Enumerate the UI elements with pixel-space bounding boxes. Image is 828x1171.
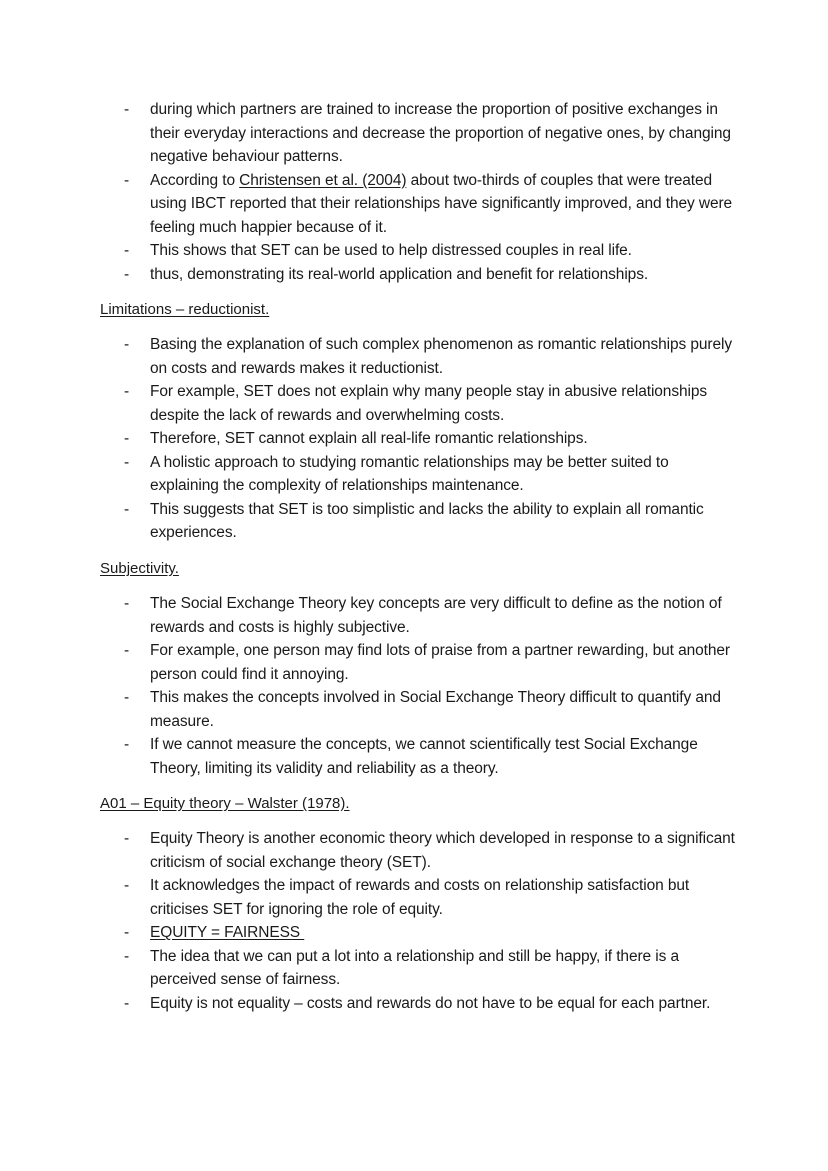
list-item [100,169,740,240]
dash-bullet-icon: - [124,689,130,706]
dash-bullet-icon: - [124,500,130,518]
section-reductionist [100,300,740,320]
intro-section [100,98,740,286]
section-heading: Limitations – reductionist. [100,301,270,318]
section-equity-theory-list [100,827,740,1015]
list-item [100,98,740,169]
list-item [100,498,740,545]
list-item [100,992,740,1016]
dash-bullet-icon: - [124,453,130,471]
list-item-text: A holistic approach to studying romantic relationships may be better suited to explaining the complexity of relationships maintenance. [150,453,669,494]
list-item-text: For example, SET does not explain why many people stay in abusive relationships despite the lack of rewards and overwhelming costs. [150,383,708,424]
list-item-text: The idea that we can put a lot into a relationship and still be happy, if there is a perceived sense of fairness. [150,947,679,988]
citation-link[interactable]: Christensen et al. (2004) [239,171,407,189]
section-heading: A01 – Equity theory – Walster (1978). [100,795,350,812]
list-item [100,427,740,451]
list-item [100,239,740,263]
list-item [100,733,740,780]
dash-bullet-icon: - [124,736,130,753]
list-item-text: Basing the explanation of such complex phenomenon as romantic relationships purely on costs and rewards makes it reductionist. [150,336,733,377]
list-item-text: This makes the concepts involved in Social Exchange Theory difficult to quantify and measure. [150,689,721,730]
dash-bullet-icon: - [124,947,130,965]
dash-bullet-icon: - [124,994,130,1012]
list-item [100,686,740,733]
list-item-text: If we cannot measure the concepts, we cannot scientifically test Social Exchange Theory, limiting its validity and reliability as a theory. [150,736,698,777]
list-item-text: Equity Theory is another economic theory which developed in response to a significant criticism of social exchange theory (SET). [150,830,735,871]
list-item-prefix: According to [150,171,240,189]
list-item [100,921,740,945]
section-heading: Subjectivity. [100,560,179,577]
dash-bullet-icon: - [124,265,130,283]
bullet-list [100,592,740,780]
list-item [100,874,740,921]
dash-bullet-icon: - [124,830,130,847]
list-item-text: This suggests that SET is too simplistic and lacks the ability to explain all romantic experiences. [150,500,704,541]
section-subjectivity [100,559,740,579]
bullet-list [100,333,740,545]
dash-bullet-icon: - [124,336,130,353]
list-item-text: during which partners are trained to increase the proportion of positive exchanges in their everyday interactions and decrease the proportion of negative ones, by changing negative behaviour patterns. [150,101,731,165]
dash-bullet-icon: - [124,877,130,894]
dash-bullet-icon: - [124,924,130,941]
dash-bullet-icon: - [124,171,130,189]
dash-bullet-icon: - [124,242,130,259]
dash-bullet-icon: - [124,595,130,612]
intro-bullet-list [100,98,740,286]
section-reductionist-list [100,333,740,545]
list-item [100,451,740,498]
bullet-list [100,827,740,1015]
equity-fairness-text: EQUITY = FAIRNESS [150,924,305,941]
list-item-suffix: about two-thirds of couples that were treated using IBCT reported that their relationships have significantly improved, and they were feeling much happier because of it. [150,171,733,236]
list-item-text: For example, one person may find lots of praise from a partner rewarding, but another person could find it annoying. [150,642,730,683]
list-item-text: This shows that SET can be used to help distressed couples in real life. [150,242,632,259]
list-item [100,827,740,874]
section-equity-theory [100,794,740,814]
list-item [100,639,740,686]
dash-bullet-icon: - [124,383,130,400]
list-item [100,592,740,639]
list-item-text: Therefore, SET cannot explain all real-life romantic relationships. [150,430,588,447]
list-item [100,263,740,287]
list-item [100,380,740,427]
list-item-text: thus, demonstrating its real-world application and benefit for relationships. [150,265,649,283]
dash-bullet-icon: - [124,430,130,447]
list-item-text: Equity is not equality – costs and rewards do not have to be equal for each partner. [150,994,711,1012]
list-item-text: The Social Exchange Theory key concepts are very difficult to define as the notion of rewards and costs is highly subjective. [150,595,722,636]
dash-bullet-icon: - [124,642,130,659]
list-item [100,945,740,992]
dash-bullet-icon: - [124,101,130,118]
list-item [100,333,740,380]
section-subjectivity-list [100,592,740,780]
list-item-text: It acknowledges the impact of rewards and costs on relationship satisfaction but criticises SET for ignoring the role of equity. [150,877,690,918]
